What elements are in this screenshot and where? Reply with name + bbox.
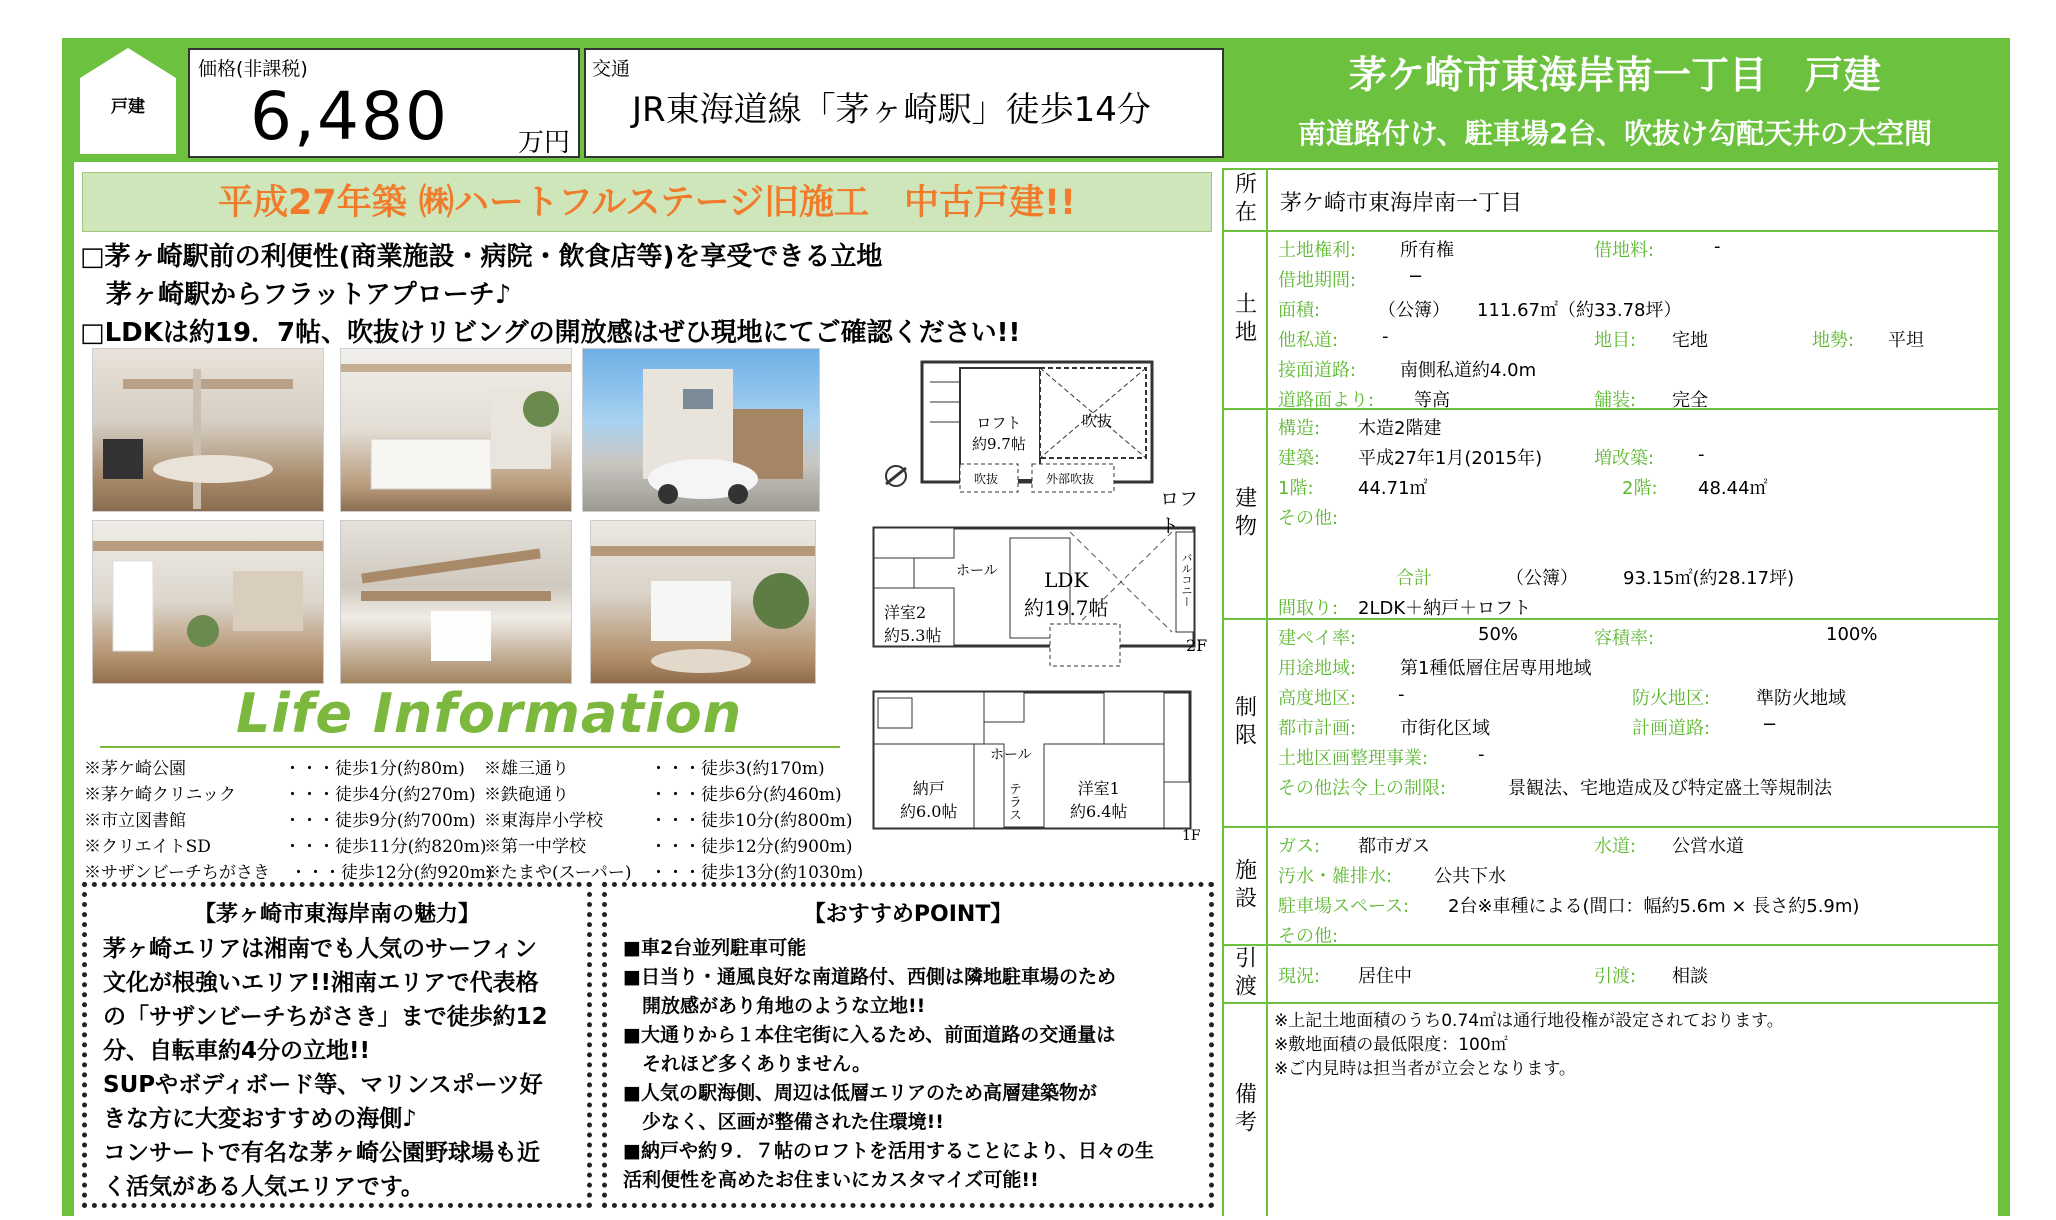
property-subtitle: 南道路付け、駐車場2台、吹抜け勾配天井の大空間 xyxy=(1297,117,1933,150)
tochi-row xyxy=(1278,296,1682,322)
point-3: □LDKは約19．7帖、吹抜けリビングの開放感はぜひ現地にてご確認ください!! xyxy=(80,318,1021,348)
charm-line: きな方に大変おすすめの海側♪ xyxy=(103,1106,417,1132)
access-box xyxy=(584,48,1224,158)
value: 等高 xyxy=(1414,390,1450,411)
value: 100% xyxy=(1826,624,1878,645)
banner xyxy=(82,172,1212,232)
life-dist: ・・・徒歩1分(約80m) xyxy=(284,759,465,779)
label: 都市計画: xyxy=(1278,718,1357,739)
label: 合計 xyxy=(1396,568,1432,589)
value: 景観法、宅地造成及び特定盛土等規制法 xyxy=(1508,778,1832,799)
charm-line: の「サザンビーチちがさき」まで徒歩約12 xyxy=(103,1004,548,1030)
life-dist: ・・・徒歩3(約170m) xyxy=(650,759,825,779)
fp-hall1: ホール xyxy=(990,747,1032,763)
value: （公簿） 93.15㎡(約28.17坪) xyxy=(1506,568,1795,589)
value: 木造2階建 xyxy=(1358,418,1442,439)
access-value: JR東海道線「茅ヶ崎駅」徒歩14分 xyxy=(632,90,1151,130)
photo-living xyxy=(92,348,324,512)
tochi-row xyxy=(1278,236,1454,262)
fp-nando: 納戸 約6.0帖 xyxy=(900,779,958,821)
label: 高度地区: xyxy=(1278,688,1357,709)
value: - xyxy=(1714,236,1721,257)
label: その他法令上の制限: xyxy=(1278,778,1447,799)
fp-hall2: ホール xyxy=(956,563,998,579)
section-head: 引渡 xyxy=(1222,946,1268,1002)
life-dist: ・・・徒歩4分(約270m) xyxy=(284,785,476,805)
tochi-row xyxy=(1278,326,1389,352)
label: 借地料: xyxy=(1594,240,1655,261)
charm-line: 茅ヶ崎エリアは湘南でも人気のサーフィン xyxy=(103,936,538,962)
value: 完全 xyxy=(1672,390,1708,411)
value: 2LDK＋納戸＋ロフト xyxy=(1358,598,1532,619)
recommend-line: ■人気の駅海側、周辺は低層エリアのため高層建築物が xyxy=(623,1082,1097,1104)
value: （公簿） 111.67㎡（約33.78坪） xyxy=(1378,300,1682,321)
label: 水道: xyxy=(1594,836,1637,857)
label: 間取り: xyxy=(1278,598,1339,619)
value: 2台※車種による(間口：幅約5.6m × 長さ約5.9m) xyxy=(1448,896,1860,917)
photo-living2 xyxy=(590,520,816,684)
label: ガス: xyxy=(1278,836,1321,857)
label: 容積率: xyxy=(1594,628,1655,649)
life-dist: ・・・徒歩13分(約1030m) xyxy=(650,863,864,883)
tatemono-row xyxy=(1622,474,1768,500)
charm-line: SUPやボディボード等、マリンスポーツ好 xyxy=(103,1072,543,1098)
recommend-box xyxy=(602,882,1214,1208)
value: 平坦 xyxy=(1888,330,1924,351)
life-underline xyxy=(100,746,840,748)
setsubi-row xyxy=(1278,862,1506,888)
section-seigen xyxy=(1222,618,2000,826)
value: 市街化区域 xyxy=(1400,718,1490,739)
fp-youshitsu2: 洋室2 約5.3帖 xyxy=(884,603,942,645)
tochi-row xyxy=(1278,266,1424,292)
tochi-row xyxy=(1594,326,1708,352)
life-dist: ・・・徒歩6分(約460m) xyxy=(650,785,842,805)
life-name: ※第一中学校 xyxy=(484,837,586,857)
section-biko xyxy=(1222,1002,2000,1216)
seigen-row xyxy=(1278,744,1485,770)
recommend-line: 少なく、区画が整備された住環境!! xyxy=(623,1111,944,1133)
label: 他私道: xyxy=(1278,330,1339,351)
fp-fukinuke: 吹抜 xyxy=(1082,412,1113,430)
section-hikiwatashi xyxy=(1222,944,2000,1002)
recommend-line: ■納戸や約９．７帖のロフトを活用することにより、日々の生 xyxy=(623,1140,1154,1162)
label: 構造: xyxy=(1278,418,1321,439)
section-shozai xyxy=(1222,168,2000,230)
recommend-line: ■大通りから１本住宅街に入るため、前面道路の交通量は xyxy=(623,1024,1116,1046)
section-head: 建物 xyxy=(1222,410,1268,618)
life-name: ※たまや(スーパー) xyxy=(484,863,632,883)
fp-ldk: LDK 約19.7帖 xyxy=(1024,568,1109,620)
fp-floor1: 1F xyxy=(1182,828,1201,844)
point-1: □茅ヶ崎駅前の利便性(商業施設・病院・飲食店等)を享受できる立地 xyxy=(80,242,883,272)
value: 44.71㎡ xyxy=(1358,478,1428,499)
value: 公営水道 xyxy=(1672,836,1744,857)
price-value: 6,480 xyxy=(250,78,449,155)
value: - xyxy=(1382,326,1389,347)
life-name: ※サザンビーチちがさき xyxy=(84,863,270,883)
fp-terrace: テラス xyxy=(1006,782,1021,821)
seigen-row xyxy=(1632,684,1846,710)
value: 50% xyxy=(1478,624,1519,645)
value: 準防火地域 xyxy=(1756,688,1846,709)
charm-line: 分、自転車約4分の立地!! xyxy=(103,1038,370,1064)
house-icon xyxy=(76,44,180,156)
price-unit: 万円 xyxy=(517,128,570,158)
access-label: 交通 xyxy=(592,58,631,80)
recommend-title: 【おすすめPOINT】 xyxy=(803,902,1013,927)
value: - xyxy=(1398,684,1405,705)
life-title: Life Information xyxy=(236,682,743,745)
value: 第1種低層住居専用地域 xyxy=(1400,658,1592,679)
section-tatemono xyxy=(1222,408,2000,618)
label: 建ペイ率: xyxy=(1278,628,1357,649)
seigen-row xyxy=(1278,624,1519,650)
value: 平成27年1月(2015年) xyxy=(1358,448,1543,469)
tochi-row xyxy=(1594,236,1721,262)
biko-line: ※上記土地面積のうち0.74㎡は通行地役権が設定されております。 xyxy=(1274,1011,1784,1031)
biko-line: ※敷地面積の最低限度：100㎡ xyxy=(1274,1035,1508,1055)
photo-exterior xyxy=(582,348,820,512)
life-dist: ・・・徒歩12分(約920m) xyxy=(290,863,493,883)
label: その他: xyxy=(1278,508,1339,529)
label: 増改築: xyxy=(1594,448,1655,469)
charm-line: コンサートで有名な茅ヶ崎公園野球場も近 xyxy=(103,1140,540,1166)
life-name: ※市立図書館 xyxy=(84,811,186,831)
label: その他: xyxy=(1278,926,1339,947)
value: - xyxy=(1478,744,1485,765)
fp-loft-label: ロフト xyxy=(1160,488,1199,537)
hikiwatashi-row xyxy=(1594,962,1708,988)
label: 用途地域: xyxy=(1278,658,1357,679)
value: 48.44㎡ xyxy=(1698,478,1768,499)
seigen-row xyxy=(1278,774,1832,800)
life-dist: ・・・徒歩11分(約820m) xyxy=(284,837,487,857)
value: 宅地 xyxy=(1672,330,1708,351)
label: 建築: xyxy=(1278,448,1321,469)
label: 地目: xyxy=(1594,330,1637,351)
value: 公共下水 xyxy=(1434,866,1506,887)
recommend-line: ■車2台並列駐車可能 xyxy=(623,937,807,959)
point-2: 茅ヶ崎駅からフラットアプローチ♪ xyxy=(80,280,512,310)
fp-fukinuke2: 吹抜 xyxy=(974,472,999,486)
section-head: 土地 xyxy=(1222,232,1268,408)
label: 引渡: xyxy=(1594,966,1637,987)
tatemono-row xyxy=(1396,564,1795,590)
value: − xyxy=(1408,266,1424,287)
setsubi-row xyxy=(1278,832,1430,858)
section-tochi xyxy=(1222,230,2000,411)
recommend-line: 開放感があり角地のような立地!! xyxy=(623,995,926,1017)
house-label: 戸建 xyxy=(111,97,145,117)
tochi-row xyxy=(1278,356,1537,382)
tatemono-row xyxy=(1278,414,1442,440)
recommend-line: それほど多くありません。 xyxy=(623,1053,872,1075)
charm-line: く活気がある人気エリアです。 xyxy=(103,1174,424,1200)
label: 計画道路: xyxy=(1632,718,1711,739)
value: - xyxy=(1698,444,1705,465)
life-dist: ・・・徒歩10分(約800m) xyxy=(650,811,853,831)
label: 接面道路: xyxy=(1278,360,1357,381)
label: 防火地区: xyxy=(1632,688,1711,709)
tatemono-row xyxy=(1278,474,1428,500)
property-title: 茅ケ崎市東海岸南一丁目 戸建 xyxy=(1348,53,1881,97)
label: 借地期間: xyxy=(1278,270,1357,291)
value: 所有権 xyxy=(1400,240,1454,261)
section-head: 備考 xyxy=(1222,1004,1268,1216)
tatemono-row xyxy=(1278,444,1543,470)
label: 舗装: xyxy=(1594,390,1637,411)
floor-plan xyxy=(860,352,1210,842)
label: 1階: xyxy=(1278,478,1314,499)
charm-line: 文化が根強いエリア!!湘南エリアで代表格 xyxy=(103,970,539,996)
label: 駐車場スペース: xyxy=(1278,896,1410,917)
seigen-row xyxy=(1594,624,1878,650)
value: 都市ガス xyxy=(1358,836,1430,857)
photo-kitchen xyxy=(340,348,572,512)
tochi-row xyxy=(1812,326,1924,352)
label: 土地区画整理事業: xyxy=(1278,748,1429,769)
label: 2階: xyxy=(1622,478,1658,499)
setsubi-row xyxy=(1278,892,1860,918)
section-head: 制限 xyxy=(1222,620,1268,826)
seigen-row xyxy=(1278,684,1405,710)
life-dist: ・・・徒歩9分(約700m) xyxy=(284,811,476,831)
banner-text: 平成27年築 ㈱ハートフルステージ旧施工 中古戸建!! xyxy=(218,183,1076,223)
charm-title: 【茅ヶ崎市東海岸南の魅力】 xyxy=(193,902,480,927)
fp-youshitsu1: 洋室1 約6.4帖 xyxy=(1070,779,1128,821)
fp-floor2: 2F xyxy=(1186,636,1208,655)
price-label: 価格(非課税) xyxy=(198,58,308,80)
price-box xyxy=(188,48,580,158)
hikiwatashi-row xyxy=(1278,962,1412,988)
frame-left xyxy=(62,38,74,1216)
life-name: ※雄三通り xyxy=(484,759,569,779)
label: 面積: xyxy=(1278,300,1321,321)
tatemono-row xyxy=(1594,444,1705,470)
fp-outer: 外部吹抜 xyxy=(1046,472,1095,486)
shozai-value: 茅ケ崎市東海岸南一丁目 xyxy=(1280,191,1523,216)
life-name: ※茅ケ崎クリニック xyxy=(84,785,236,805)
tatemono-row xyxy=(1278,594,1532,620)
photo-ceiling xyxy=(340,520,572,684)
fp-balcony: バルコニー xyxy=(1180,552,1193,607)
value: 居住中 xyxy=(1358,966,1412,987)
recommend-line: ■日当り・通風良好な南道路付、西側は隣地駐車場のため xyxy=(623,966,1116,988)
life-name: ※クリエイトSD xyxy=(84,837,211,857)
life-name: ※鉄砲通り xyxy=(484,785,569,805)
seigen-row xyxy=(1278,654,1592,680)
tatemono-row xyxy=(1278,504,1338,530)
value: − xyxy=(1762,714,1778,735)
value: 南側私道約4.0m xyxy=(1400,360,1537,381)
life-name: ※茅ケ崎公園 xyxy=(84,759,186,779)
label: 汚水・雑排水: xyxy=(1278,866,1393,887)
photo-dining xyxy=(92,520,324,684)
section-head: 施設 xyxy=(1222,828,1268,944)
section-head: 所在 xyxy=(1222,170,1268,230)
label: 現況: xyxy=(1278,966,1321,987)
label: 地勢: xyxy=(1812,330,1855,351)
value: 相談 xyxy=(1672,966,1708,987)
fp-loft: ロフト 約9.7帖 xyxy=(972,414,1026,453)
charm-box xyxy=(82,882,592,1208)
label: 道路面より: xyxy=(1278,390,1375,411)
recommend-line: 活利便性を高めたお住まいにカスタマイズ可能!! xyxy=(623,1169,1039,1191)
setsubi-row xyxy=(1594,832,1744,858)
biko-line: ※ご内見時は担当者が立会となります。 xyxy=(1274,1059,1576,1079)
section-setsubi xyxy=(1222,826,2000,947)
label: 土地権利: xyxy=(1278,240,1357,261)
life-name: ※東海岸小学校 xyxy=(484,811,603,831)
seigen-row xyxy=(1278,714,1490,740)
life-dist: ・・・徒歩12分(約900m) xyxy=(650,837,853,857)
seigen-row xyxy=(1632,714,1778,740)
